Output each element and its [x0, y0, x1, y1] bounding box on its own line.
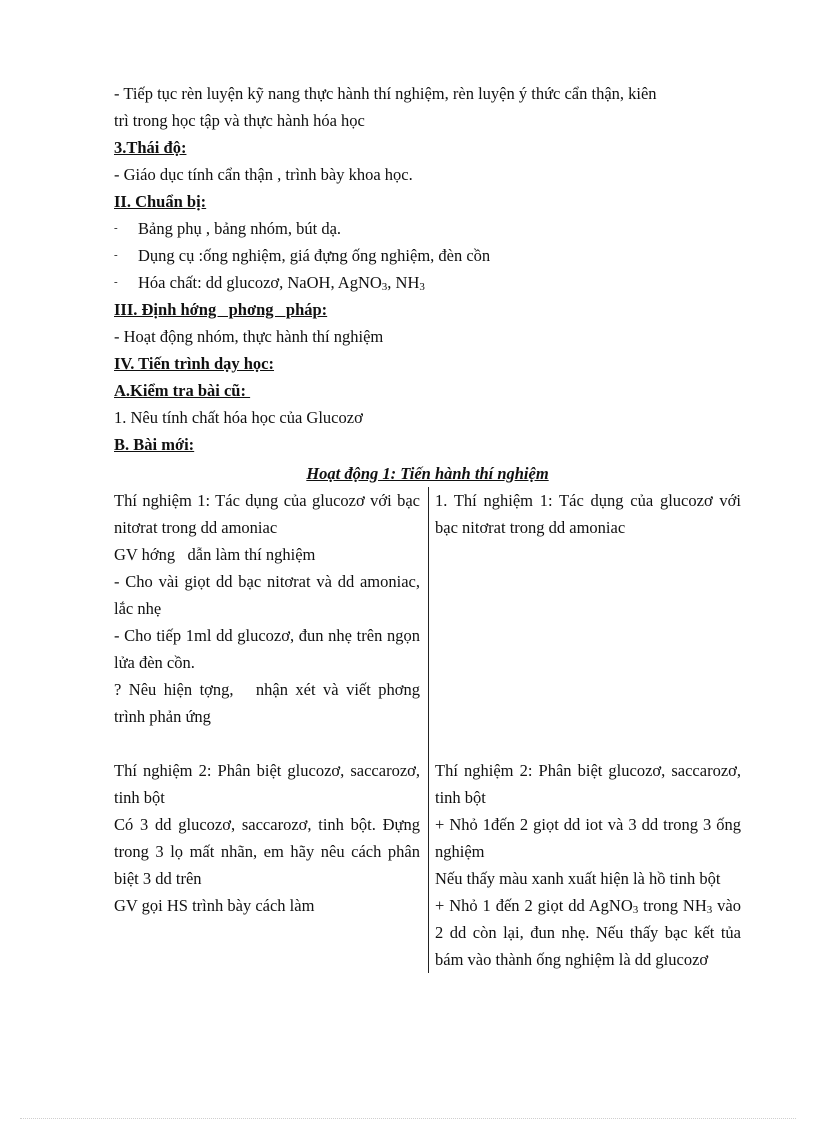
chem-mid: , NH	[387, 273, 420, 292]
chem-sub: 3	[419, 281, 425, 293]
prep-item-chemicals	[114, 269, 741, 296]
method-heading: III. Định hớng phơng pháp:	[114, 300, 328, 319]
exp1-student-line: 1. Thí nghiệm 1: Tác dụng của glucozơ với bạc nitơrat trong dd amoniac	[435, 491, 741, 537]
exp2-student-line: + Nhỏ 1đến 2 giọt dd iot và 3 dd trong 3 ống nghiệm	[435, 815, 741, 861]
process-heading: IV. Tiến trình dạy học:	[114, 354, 275, 373]
teacher-cell	[114, 487, 433, 973]
page-bottom-divider	[20, 1118, 796, 1119]
document-page	[114, 80, 741, 973]
prep-item-text: Dụng cụ :ống nghiệm, giá đựng ống nghiệm, đèn cồn	[138, 246, 491, 265]
agno3-text-c: vào 2 dd còn lại, đun nhẹ. Nếu thấy bạc kết tủa bám vào thành ống nghiệm là dd glucozơ	[435, 896, 741, 969]
method-text: - Hoạt động nhóm, thực hành thí nghiệm	[114, 327, 384, 346]
activity-table	[114, 487, 741, 973]
chem-prefix: Hóa chất: dd glucozơ, NaOH, AgNO	[138, 273, 382, 292]
exp1-teacher-line: - Cho tiếp 1ml dd glucozơ, đun nhẹ trên ngọn lửa đèn cồn.	[114, 626, 420, 672]
bullet-mark: -	[114, 276, 118, 288]
agno3-text-a: + Nhỏ 1 đến 2 giọt dd AgNO	[435, 896, 633, 915]
chem-sub: 3	[632, 904, 639, 916]
exp2-teacher-line: Thí nghiệm 2: Phân biệt glucozơ, saccarozơ, tinh bột	[114, 761, 420, 807]
skills-line-1: - Tiếp tục rèn luyện kỹ nang thực hành thí nghiệm, rèn luyện ý thức cẩn thận, kiên	[114, 84, 657, 103]
prep-heading: II. Chuẩn bị:	[114, 192, 207, 211]
exp1-teacher-line: - Cho vài giọt dd bạc nitơrat và dd amoniac, lắc nhẹ	[114, 572, 420, 618]
old-lesson-heading: A.Kiểm tra bài cũ:	[114, 381, 251, 400]
spacer	[114, 730, 420, 757]
exp1-teacher-line: ? Nêu hiện tợng, nhận xét và viết phơng trình phản ứng	[114, 680, 433, 726]
exp2-teacher-line: GV gọi HS trình bày cách làm	[114, 896, 315, 915]
chem-sub: 3	[381, 281, 388, 293]
prep-item-text: Bảng phụ , bảng nhóm, bút dạ.	[138, 219, 342, 238]
exp2-student-line: Nếu thấy màu xanh xuất hiện là hồ tinh bột	[435, 869, 721, 888]
exp2-student-line: Thí nghiệm 2: Phân biệt glucozơ, saccarozơ, tinh bột	[435, 761, 741, 807]
table-row	[114, 487, 741, 973]
student-cell	[429, 487, 742, 973]
old-lesson-question: 1. Nêu tính chất hóa học của Glucozơ	[114, 408, 363, 427]
skills-line-2: trì trong học tập và thực hành hóa học	[114, 111, 365, 130]
exp2-student-line-agno3	[435, 892, 741, 973]
exp2-teacher-line: Có 3 dd glucozơ, saccarozơ, tinh bột. Đựng trong 3 lọ mất nhãn, em hãy nêu cách phân biệt 3 dd trên	[114, 815, 420, 888]
spacer	[435, 541, 741, 757]
prep-item	[114, 242, 741, 269]
activity-title: Hoạt động 1: Tiến hành thí nghiệm	[306, 464, 549, 483]
new-lesson-heading: B. Bài mới:	[114, 435, 195, 454]
attitude-heading: 3.Thái độ:	[114, 138, 187, 157]
exp1-teacher-line: GV hớng dẫn làm thí nghiệm	[114, 545, 316, 564]
attitude-text: - Giáo dục tính cẩn thận , trình bày khoa học.	[114, 165, 413, 184]
chem-sub: 3	[706, 904, 713, 916]
bullet-mark: -	[114, 222, 118, 234]
exp1-teacher-line: Thí nghiệm 1: Tác dụng của glucozơ với bạc nitơrat trong dd amoniac	[114, 491, 420, 537]
prep-item	[114, 215, 741, 242]
bullet-mark: -	[114, 249, 118, 261]
agno3-text-b: trong NH	[638, 896, 707, 915]
